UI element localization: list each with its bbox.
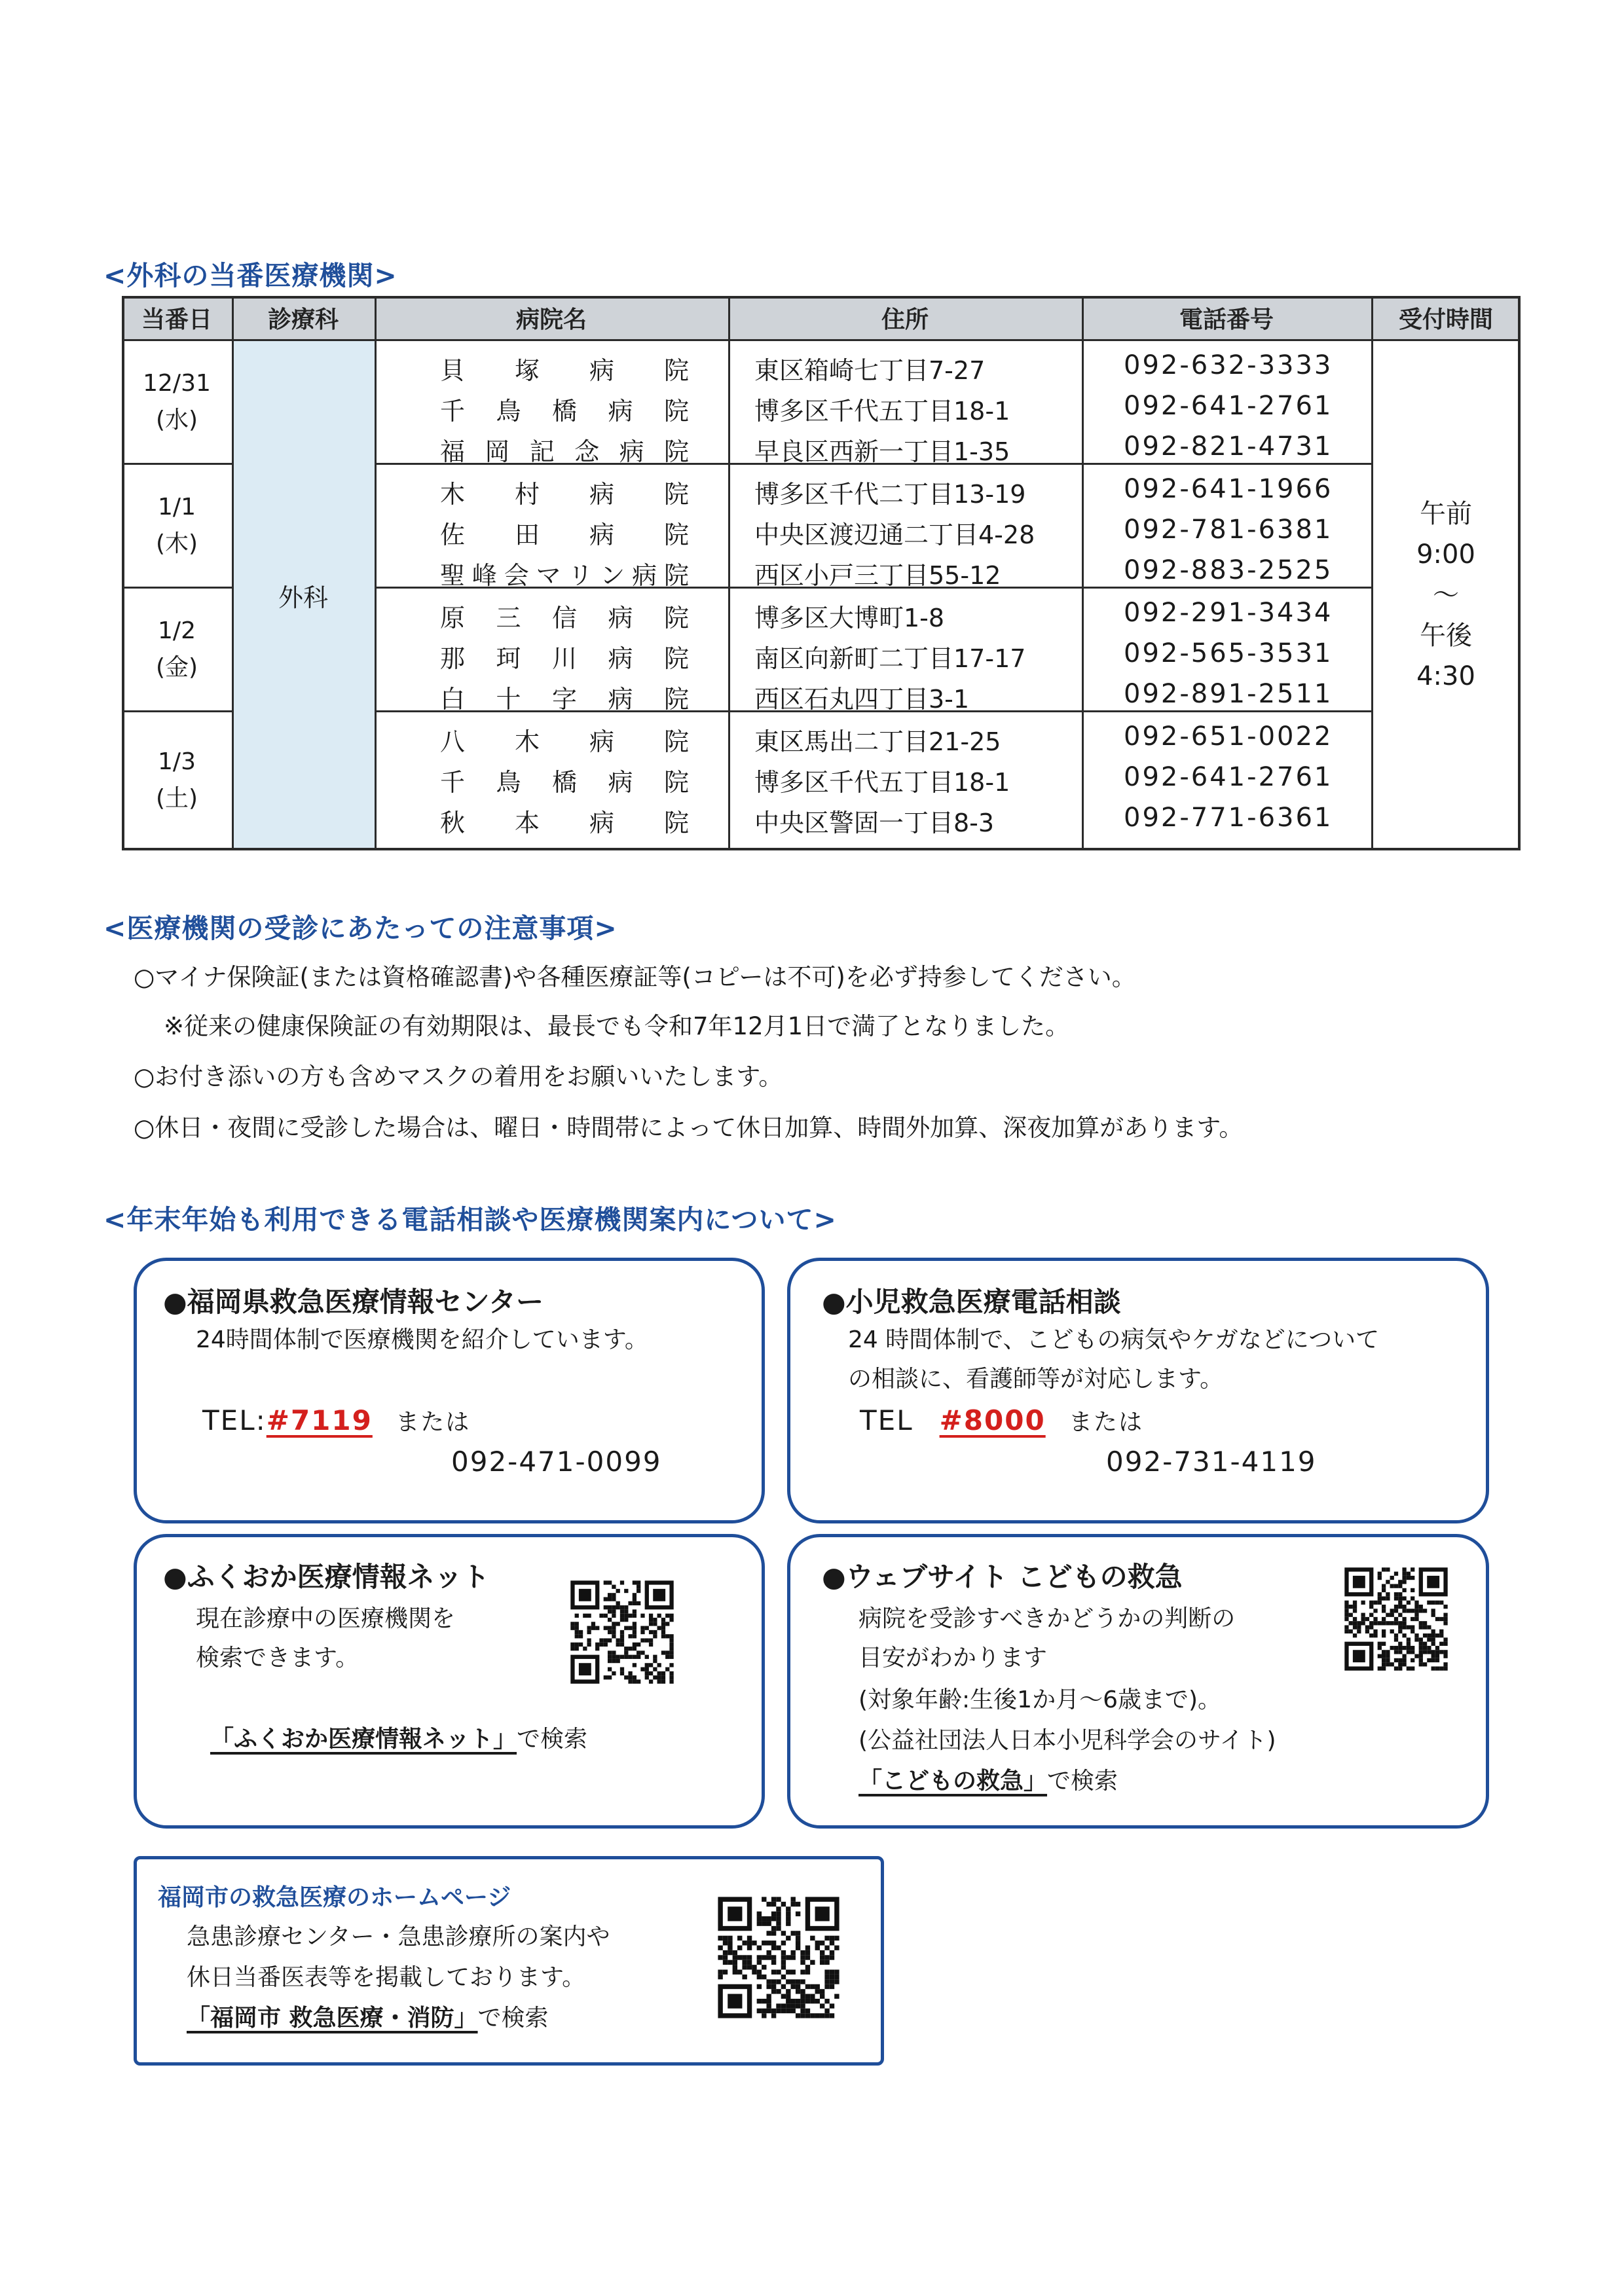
kids-website-title: ●ウェブサイト こどもの救急 [822,1561,1183,1593]
city-homepage-desc: 急患診療センター・急患診療所の案内や [187,1923,610,1950]
fukuoka-center-box [134,1258,765,1523]
kids-website-desc: 目安がわかります [858,1645,1048,1671]
hospital-address: 博多区千代二丁目13-19 [754,480,1026,509]
hours-tilde: 〜 [1433,580,1459,610]
note-item: ○お付き添いの方も含めマスクの着用をお願いいたします。 [134,1063,783,1091]
city-homepage-desc: 休日当番医表等を掲載しております。 [187,1964,586,1991]
hospital-address: 博多区千代五丁目18-1 [754,397,1010,426]
hospital-phone: 092-641-2761 [1124,762,1333,792]
search-suffix: で検索 [517,1726,588,1753]
search-keyword[interactable]: 「福岡市 救急医療・消防」 [187,2005,478,2032]
hospital-name: 聖峰会マリン病院 [440,561,689,590]
date-cell [122,712,232,848]
search-suffix: で検索 [1047,1768,1118,1795]
date-value: 1/3 [158,748,196,775]
hospital-phone: 092-291-3434 [1124,598,1333,628]
medical-net-desc: 検索できます。 [196,1645,360,1671]
dept-cell: 外科 [278,583,328,612]
header-hospital: 病院名 [515,306,587,333]
hospital-address: 西区小戸三丁目55-12 [754,561,1001,590]
hospital-phone: 092-641-2761 [1124,391,1333,421]
header-dept: 診療科 [267,306,339,333]
hospital-address: 博多区千代五丁目18-1 [754,768,1010,797]
date-cell [122,465,232,587]
date-weekday: (金) [155,654,198,681]
hospital-name: 佐田病院 [440,520,689,549]
hospital-phone: 092-651-0022 [1124,721,1333,752]
note-item: ○マイナ保険証(または資格確認書)や各種医療証等(コピーは不可)を必ず持参してください。 [134,963,1136,991]
consult-heading: <年末年始も利用できる電話相談や医療機関案内について> [103,1204,837,1235]
hospital-phone: 092-883-2525 [1124,555,1333,585]
hospital-name: 千鳥橋病院 [440,397,689,426]
hours-am: 午前 [1420,499,1472,529]
date-weekday: (水) [155,407,198,433]
city-homepage-box [134,1856,884,2066]
city-homepage-search [187,1999,549,2037]
date-value: 1/2 [158,617,196,644]
tel-prefix: TEL [860,1404,913,1436]
hospital-address: 早良区西新一丁目1-35 [754,437,1010,466]
hospital-phone: 092-565-3531 [1124,638,1333,668]
hospital-name: 原三信病院 [440,604,689,632]
qr-code-icon[interactable] [713,1892,844,2023]
hours-start: 9:00 [1416,539,1475,570]
hospital-name: 貝塚病院 [440,356,689,385]
hospital-name: 福岡記念病院 [440,437,689,466]
date-weekday: (土) [155,784,198,812]
child-consult-desc: の相談に、看護師等が対応します。 [848,1366,1224,1393]
kids-website-box [787,1534,1489,1829]
city-homepage-title: 福岡市の救急医療のホームページ [158,1884,511,1911]
child-consult-title: ●小児救急医療電話相談 [822,1286,1121,1318]
hospital-phone: 092-641-1966 [1124,474,1333,504]
search-suffix: で検索 [477,2005,549,2032]
header-date: 当番日 [141,306,212,333]
header-hours: 受付時間 [1398,306,1493,333]
hospital-name: 八木病院 [440,727,689,756]
hospital-address: 西区石丸四丁目3-1 [754,685,970,714]
child-consult-phone[interactable]: 092-731-4119 [1106,1446,1317,1478]
hospital-address: 東区馬出二丁目21-25 [754,727,1001,756]
search-keyword[interactable]: 「こどもの救急」 [858,1768,1048,1795]
child-consult-tel-line [860,1404,1143,1437]
hospital-phone: 092-821-4731 [1124,431,1333,462]
date-cell [122,341,232,463]
col-divider [1082,296,1084,850]
kids-website-desc: (公益社団法人日本小児科学会のサイト) [858,1727,1276,1754]
child-consult-box [787,1258,1489,1523]
medical-net-box [134,1534,765,1829]
hours-cell [1371,340,1521,850]
hospital-phone: 092-781-6381 [1124,515,1333,545]
fukuoka-center-title: ●福岡県救急医療情報センター [163,1286,544,1318]
table-border-top [122,296,1521,299]
medical-net-title: ●ふくおか医療情報ネット [163,1561,490,1593]
date-weekday: (木) [155,530,198,557]
hospital-name: 白十字病院 [440,685,689,714]
col-divider [728,296,730,850]
qr-code-icon[interactable] [566,1576,678,1688]
kids-website-desc: (対象年齢:生後1か月〜6歳まで)。 [858,1686,1222,1713]
kids-website-desc: 病院を受診すべきかどうかの判断の [858,1605,1236,1632]
surgery-heading: <外科の当番医療機関> [103,260,397,291]
hospital-name: 木村病院 [440,480,689,509]
or-text: または [1069,1409,1144,1436]
surgery-duty-table [122,296,1521,850]
short-number-7119[interactable]: #7119 [266,1404,373,1436]
hospital-phone: 092-771-6361 [1124,803,1333,833]
medical-net-desc: 現在診療中の医療機関を [196,1605,456,1632]
fukuoka-center-phone[interactable]: 092-471-0099 [451,1446,662,1478]
notes-heading: <医療機関の受診にあたっての注意事項> [103,913,618,944]
col-divider [375,296,377,850]
short-number-8000[interactable]: #8000 [939,1404,1046,1436]
tel-prefix: TEL: [202,1404,267,1436]
or-text: または [396,1409,471,1436]
child-consult-desc: 24 時間体制で、こどもの病気やケガなどについて [848,1326,1380,1353]
hospital-name: 那珂川病院 [440,644,689,673]
date-cell [122,589,232,710]
note-item: ※従来の健康保険証の有効期限は、最長でも令和7年12月1日で満了となりました。 [164,1012,1070,1040]
note-item: ○休日・夜間に受診した場合は、曜日・時間帯によって休日加算、時間外加算、深夜加算があります。 [134,1114,1244,1142]
hours-end: 4:30 [1416,661,1475,691]
qr-code-icon[interactable] [1340,1563,1452,1675]
fukuoka-center-desc: 24時間体制で医療機関を紹介しています。 [196,1326,648,1353]
hospital-phone: 092-632-3333 [1124,350,1333,380]
hospital-name: 秋本病院 [440,809,689,837]
kids-website-search [858,1762,1118,1800]
hospital-address: 中央区警固一丁目8-3 [754,809,995,837]
hospital-address: 南区向新町二丁目17-17 [754,644,1026,673]
header-address: 住所 [881,306,929,333]
hospital-address: 東区箱崎七丁目7-27 [754,356,986,385]
hospital-name: 千鳥橋病院 [440,768,689,797]
date-value: 12/31 [143,370,211,397]
medical-net-search [210,1721,587,1758]
hours-pm: 午後 [1420,621,1472,651]
search-keyword[interactable]: 「ふくおか医療情報ネット」 [210,1726,517,1753]
hospital-address: 博多区大博町1-8 [754,604,945,632]
date-value: 1/1 [158,494,196,520]
fukuoka-center-tel-line [202,1404,470,1437]
header-phone: 電話番号 [1179,306,1274,333]
hospital-address: 中央区渡辺通二丁目4-28 [754,520,1035,549]
hospital-phone: 092-891-2511 [1124,679,1333,709]
